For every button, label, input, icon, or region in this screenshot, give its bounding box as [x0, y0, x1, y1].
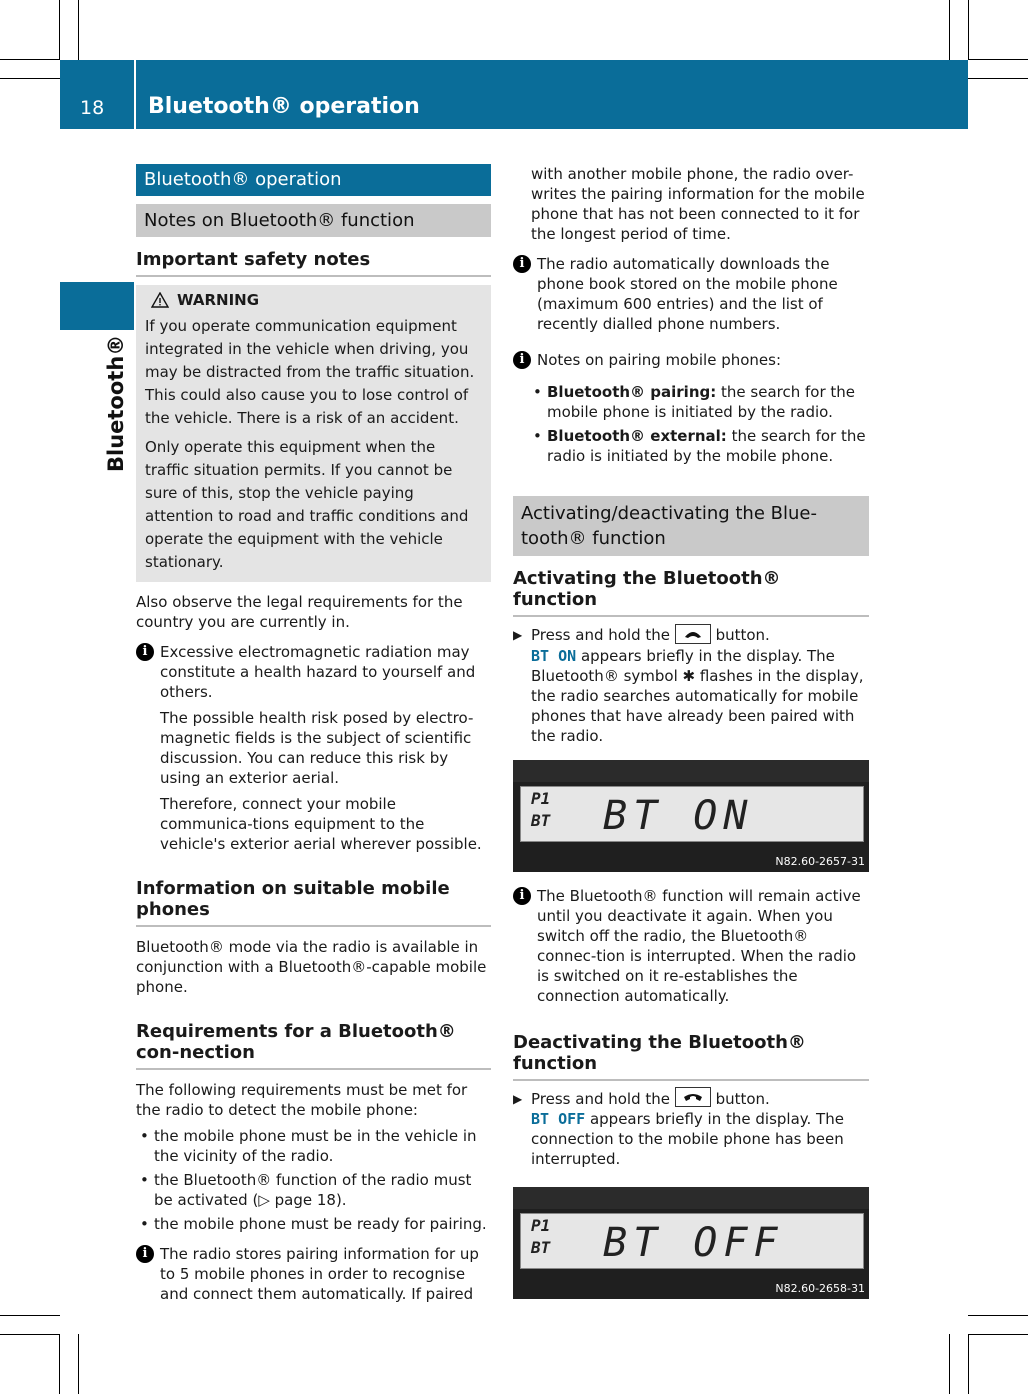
info-note: [136, 642, 491, 860]
crop-mark: [78, 1334, 79, 1394]
section-title: Bluetooth® operation: [136, 164, 491, 196]
phone-call-button-icon: [675, 624, 711, 644]
info-note: [513, 254, 869, 340]
crop-mark: [968, 1334, 1028, 1335]
instruction-step: [513, 625, 869, 746]
list-item-text: the Bluetooth® function of the radio must be activated (▷ page 18).: [154, 1171, 472, 1209]
paragraph: The following requirements must be met for the radio to detect the mobile phone:: [136, 1081, 468, 1119]
page-number: 18: [80, 97, 105, 119]
display-text: BT ON: [531, 646, 577, 665]
info-note: [136, 1244, 491, 1310]
warning-text: Only operate this equipment when the traffic situation permits. If you cannot be sure of this, stop the vehicle paying attention to road and traffic conditions and operate the equipment with the vehicle stationary.: [145, 438, 469, 571]
step-text: Press and hold the: [531, 626, 670, 644]
info-text: The radio stores pairing information for up to 5 mobile phones in order to recognise and connect them automatically. If paired: [160, 1245, 479, 1303]
paragraph-continued: with another mobile phone, the radio over-writes the pairing information for the mobile phone that has not been connected to it for the longest period of time.: [531, 165, 865, 243]
section-activate-title: Activating/deactivating the Blue-tooth® function: [513, 496, 869, 556]
display-bezel: [513, 1187, 869, 1209]
crop-mark: [59, 1334, 60, 1394]
heading-suitable-phones: Information on suitable mobile phones: [136, 878, 491, 927]
list-item: • Bluetooth® pairing: the search for the mobile phone is initiated by the radio.: [533, 383, 856, 421]
warning-triangle-icon: [151, 292, 169, 308]
list-item-term: Bluetooth® external:: [547, 427, 727, 445]
crop-mark: [0, 78, 60, 79]
crop-mark: [968, 1315, 1028, 1316]
step-text: appears briefly in the display. The connection to the mobile phone has been interrupted.: [531, 1110, 844, 1168]
radio-display-figure: [513, 1187, 869, 1299]
info-note: [513, 350, 869, 376]
list-item: • Bluetooth® external: the search for the radio is initiated by the mobile phone.: [533, 427, 866, 465]
step-text: appears briefly in the display. The Bluetooth® symbol ✱ flashes in the display, the radio searches automatically for mobile phones that have already been paired with the radio.: [531, 646, 864, 745]
lcd-mode: BT: [531, 810, 551, 830]
crop-mark: [0, 59, 60, 60]
lcd-main-text: BT OFF: [603, 1220, 784, 1266]
info-text: The possible health risk posed by electro-magnetic fields is the subject of scientific discussion. You can reduce this risk by using an exterior aerial.: [160, 709, 474, 787]
list-item: • the Bluetooth® function of the radio must be activated (▷ page 18).: [136, 1170, 491, 1210]
crop-mark: [949, 0, 950, 60]
warning-label: WARNING: [177, 291, 260, 309]
right-column: [513, 164, 869, 1299]
figure-code: N82.60-2657-31: [775, 854, 865, 868]
crop-mark: [968, 78, 1028, 79]
display-text: BT OFF: [531, 1110, 586, 1128]
info-text: Notes on pairing mobile phones:: [537, 351, 782, 369]
lcd-screen: [520, 1213, 864, 1269]
info-text: The radio automatically downloads the phone book stored on the mobile phone (maximum 600 entries) and the list of recently dialled phone numbers.: [537, 255, 838, 333]
pairing-list: [513, 382, 869, 466]
crop-mark: [78, 0, 79, 60]
display-bezel: [513, 760, 869, 782]
info-icon: i: [136, 1245, 154, 1263]
paragraph: Bluetooth® mode via the radio is available in conjunction with a Bluetooth®-capable mobile phone.: [136, 938, 487, 996]
subsection-title: Notes on Bluetooth® function: [136, 204, 491, 237]
crop-mark: [0, 1334, 60, 1335]
header-divider: [134, 60, 136, 129]
lcd-preset: P1: [531, 788, 551, 808]
left-column: [136, 164, 491, 1310]
info-icon: i: [513, 887, 531, 905]
list-item-text: the mobile phone must be ready for pairing.: [154, 1215, 487, 1233]
list-item-text: the search for the radio is initiated by the mobile phone.: [547, 427, 866, 465]
warning-box: [136, 285, 491, 582]
list-item-text: the mobile phone must be in the vehicle in the vicinity of the radio.: [154, 1127, 477, 1165]
chapter-tab: [60, 282, 134, 330]
step-text: Press and hold the: [531, 1089, 670, 1108]
list-item: • the mobile phone must be ready for pairing.: [140, 1215, 487, 1233]
info-text: Therefore, connect your mobile communica-tions equipment to the vehicle's exterior aerial wherever possible.: [160, 795, 482, 853]
crop-mark: [968, 1334, 969, 1394]
step-text: button.: [715, 1089, 770, 1108]
lcd-main-text: BT ON: [603, 792, 754, 839]
lcd-preset: P1: [531, 1216, 551, 1235]
step-arrow-icon: ▶: [513, 628, 523, 642]
requirements-list: [136, 1126, 491, 1234]
heading-safety-notes: Important safety notes: [136, 249, 491, 277]
radio-display-figure: [513, 760, 869, 872]
paragraph: Also observe the legal requirements for the country you are currently in.: [136, 593, 463, 631]
crop-mark: [968, 59, 1028, 60]
warning-text: If you operate communication equipment integrated in the vehicle when driving, you may be distracted from the traffic situation. This could also cause you to lose control of the vehicle. There is a risk of an accident.: [145, 317, 475, 427]
heading-requirements: Requirements for a Bluetooth® con-nection: [136, 1021, 491, 1070]
step-arrow-icon: ▶: [513, 1091, 523, 1106]
crop-mark: [59, 0, 60, 60]
info-icon: i: [513, 255, 531, 273]
heading-activating: Activating the Bluetooth® function: [513, 568, 869, 617]
lcd-screen: [520, 786, 864, 842]
list-item-term: Bluetooth® pairing:: [547, 383, 717, 401]
lcd-mode: BT: [531, 1238, 551, 1257]
figure-code: N82.60-2658-31: [775, 1282, 865, 1295]
instruction-step: [513, 1089, 869, 1170]
info-icon: i: [513, 351, 531, 369]
phone-hangup-button-icon: [675, 1087, 711, 1107]
info-text: Excessive electromagnetic radiation may constitute a health hazard to yourself and others.: [160, 643, 476, 701]
crop-mark: [0, 1315, 60, 1316]
info-note: [513, 886, 869, 1012]
list-item: • the mobile phone must be in the vehicle in the vicinity of the radio.: [136, 1126, 491, 1166]
crop-mark: [949, 1334, 950, 1394]
list-item-text: the search for the mobile phone is initiated by the radio.: [547, 383, 856, 421]
heading-deactivating: Deactivating the Bluetooth® function: [513, 1032, 869, 1081]
step-text: button.: [715, 626, 770, 644]
info-icon: i: [136, 643, 154, 661]
crop-mark: [968, 0, 969, 60]
info-text: The Bluetooth® function will remain active until you deactivate it again. When you switch off the radio, the Bluetooth® connec-tion is interrupted. When the radio is switched on it re-establishes the connection automatically.: [537, 886, 861, 1005]
page-title: Bluetooth® operation: [148, 94, 420, 119]
chapter-label: Bluetooth®: [104, 334, 128, 472]
warning-title: [145, 291, 483, 309]
